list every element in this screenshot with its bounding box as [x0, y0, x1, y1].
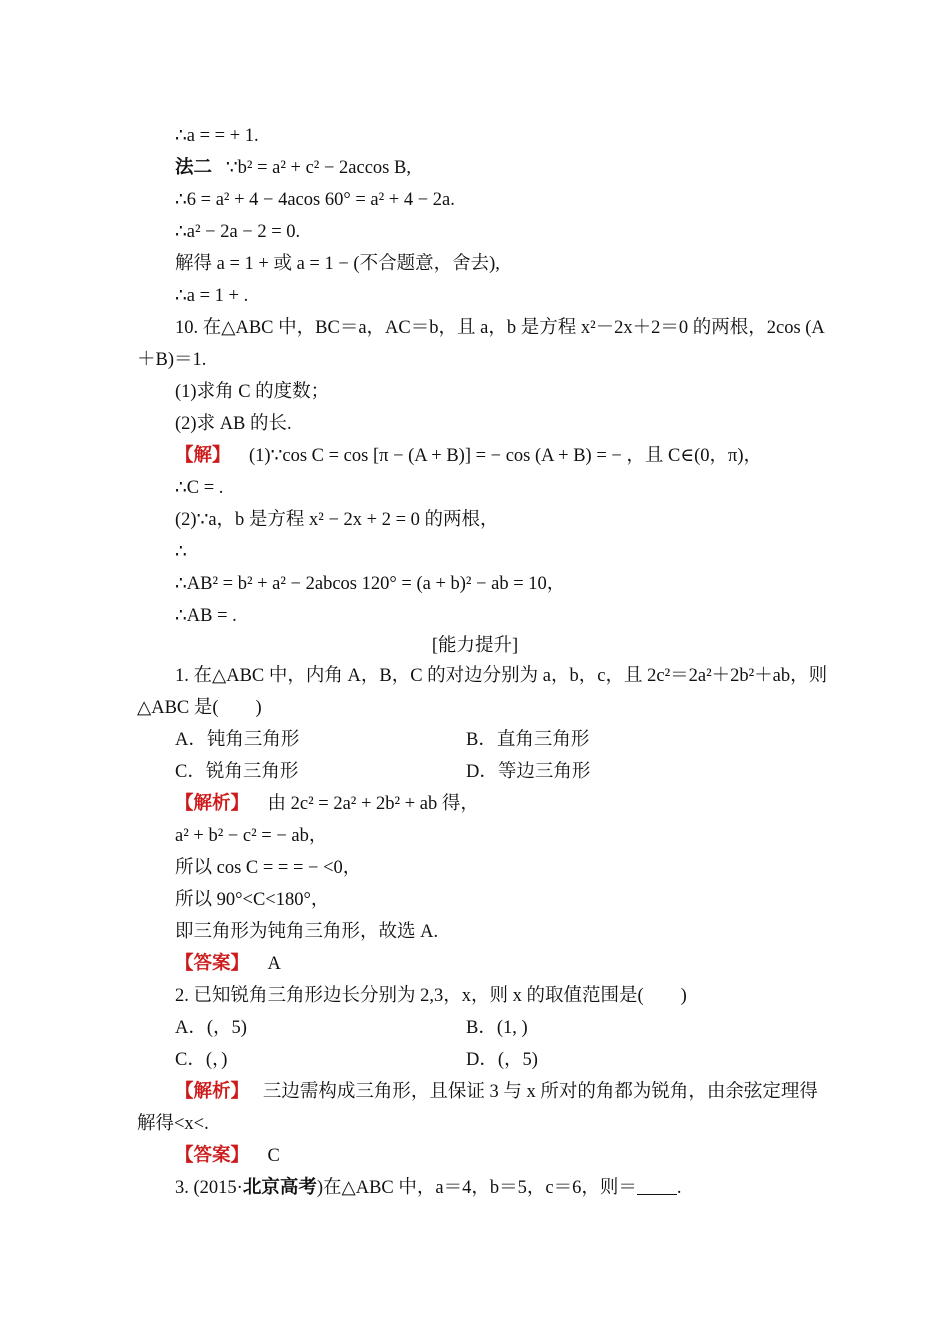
section-title: [能力提升]	[431, 636, 519, 656]
solution-line	[175, 156, 411, 180]
solution-line: ∴a = 1 + .	[175, 286, 249, 306]
question-part: (1)求角 C 的度数；	[175, 382, 330, 402]
method-label: 法二	[175, 158, 213, 178]
solution-line: 解得 a = 1 + 或 a = 1 − (不合题意，舍去),	[175, 254, 500, 274]
question-body: )在△ABC 中，a＝4，b＝5，c＝6，则＝	[316, 1178, 637, 1198]
analysis-line	[175, 1080, 818, 1104]
solution-line: ∴a² − 2a − 2 = 0.	[175, 222, 301, 242]
solution-text: (1)∵cos C = cos [π − (A + B)] = − cos (A + B) = − ，且 C∈(0，π)，	[249, 446, 763, 466]
analysis-line: 所以 90°<C<180°，	[175, 890, 330, 910]
solution-line: ∴	[175, 542, 187, 562]
solution-line: ∴C = .	[175, 478, 224, 498]
solution-line: ∴a = = + 1.	[175, 126, 259, 146]
question-text: ＋B)＝1.	[137, 350, 207, 370]
question-end: .	[676, 1178, 682, 1198]
option-c: C．(，)	[175, 1050, 228, 1070]
source-label: 北京高考	[242, 1178, 317, 1198]
solution-line: (2)∵a，b 是方程 x² − 2x + 2 = 0 的两根，	[175, 510, 499, 530]
answer-value: A	[267, 954, 281, 974]
solution-label: 【解】	[175, 446, 231, 466]
analysis-line: 解得<x<.	[137, 1114, 209, 1134]
analysis-line: 所以 cos C = = = − <0，	[175, 858, 362, 878]
solution-line: ∴AB² = b² + a² − 2abcos 120° = (a + b)² − ab = 10，	[175, 574, 566, 594]
solution-line	[175, 444, 762, 468]
option-a: A．(，5)	[175, 1018, 247, 1038]
answer-value: C	[267, 1146, 280, 1166]
solution-text: ∵b² = a² + c² − 2accos B,	[225, 158, 411, 178]
question-part: (2)求 AB 的长.	[175, 414, 292, 434]
solution-line: ∴6 = a² + 4 − 4acos 60° = a² + 4 − 2a.	[175, 190, 455, 210]
answer-line	[175, 1144, 280, 1168]
analysis-text: 三边需构成三角形，且保证 3 与 x 所对的角都为锐角，由余弦定理得	[262, 1082, 818, 1102]
analysis-line	[175, 792, 479, 816]
question-text: 10. 在△ABC 中，BC＝a，AC＝b，且 a，b 是方程 x²－2x＋2＝0 的两根，2cos (A	[175, 318, 825, 338]
analysis-line: a² + b² − c² = − ab，	[175, 826, 328, 846]
option-b: B．直角三角形	[466, 730, 590, 750]
option-c: C．锐角三角形	[175, 762, 299, 782]
question-text	[175, 1176, 681, 1200]
question-text: 1. 在△ABC 中，内角 A，B，C 的对边分别为 a，b，c，且 2c²＝2a²＋2b²＋ab，则	[175, 666, 828, 686]
question-text: △ABC 是( )	[137, 698, 262, 718]
question-text: 2. 已知锐角三角形边长分别为 2,3，x，则 x 的取值范围是( )	[175, 986, 687, 1006]
analysis-text: 由 2c² = 2a² + 2b² + ab 得，	[267, 794, 479, 814]
answer-blank[interactable]	[637, 1178, 677, 1195]
option-a: A．钝角三角形	[175, 730, 300, 750]
option-d: D．等边三角形	[466, 762, 591, 782]
question-prefix: 3. (2015·	[175, 1178, 243, 1198]
analysis-label: 【解析】	[175, 794, 250, 814]
analysis-label: 【解析】	[175, 1082, 250, 1102]
option-d: D．(，5)	[466, 1050, 538, 1070]
option-b: B．(1, )	[466, 1018, 528, 1038]
solution-line: ∴AB = .	[175, 606, 237, 626]
answer-line	[175, 952, 281, 976]
answer-label: 【答案】	[175, 954, 250, 974]
analysis-line: 即三角形为钝角三角形，故选 A.	[175, 922, 439, 942]
answer-label: 【答案】	[175, 1146, 250, 1166]
